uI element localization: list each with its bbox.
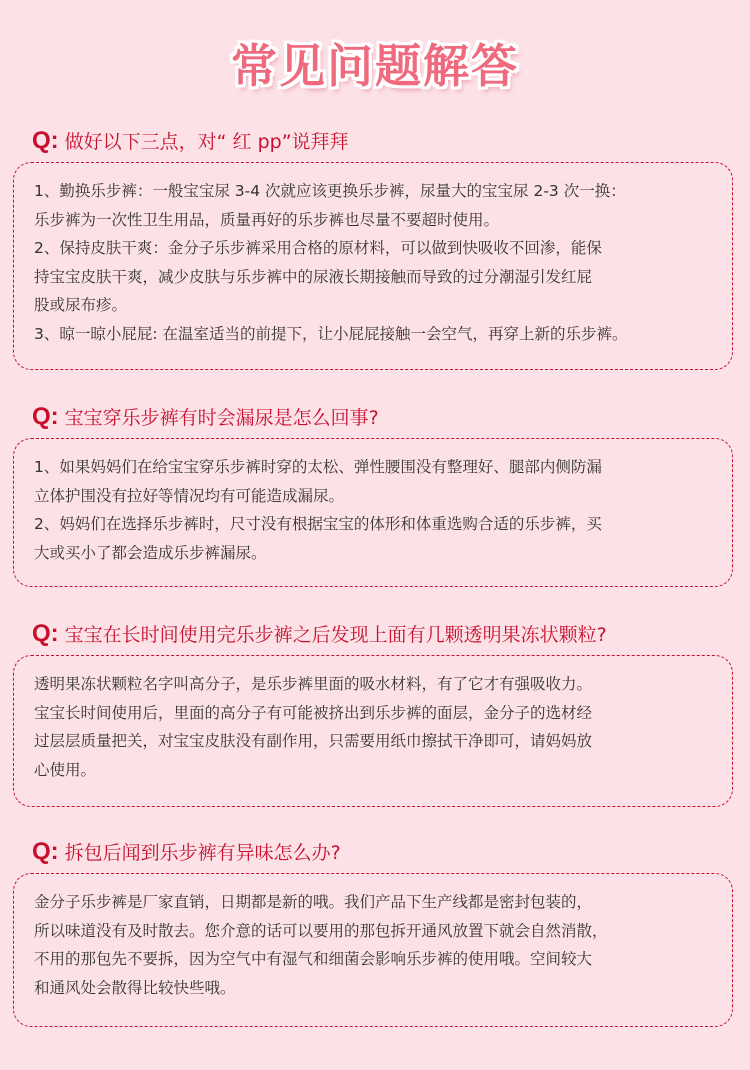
faq-answer-box <box>13 655 733 807</box>
answer-line: 持宝宝皮肤干爽，减少皮肤与乐步裤中的尿液长期接触而导致的过分潮湿引发红屁 <box>34 267 593 286</box>
faq-answer-box <box>13 438 733 587</box>
faq-question <box>32 124 349 158</box>
faq-question-text: 拆包后闻到乐步裤有异味怎么办? <box>64 842 341 864</box>
answer-line: 心使用。 <box>34 760 97 779</box>
answer-line: 过层层质量把关，对宝宝皮肤没有副作用，只需要用纸巾擦拭干净即可，请妈妈放 <box>34 732 593 750</box>
answer-line: 所以味道没有及时散去。您介意的话可以要用的那包拆开通风放置下就会自然消散， <box>34 921 608 940</box>
answer-line: 立体护围没有拉好等情况均有可能造成漏尿。 <box>34 486 345 505</box>
answer-line: 不用的那包先不要拆，因为空气中有湿气和细菌会影响乐步裤的使用哦。空间较大 <box>34 950 593 968</box>
answer-line: 股或尿布疹。 <box>34 296 128 314</box>
faq-question-text: 宝宝穿乐步裤有时会漏尿是怎么回事? <box>64 407 379 429</box>
answer-line: 2、妈妈们在选择乐步裤时，尺寸没有根据宝宝的体形和体重选购合适的乐步裤，买 <box>34 515 602 533</box>
answer-line: 3、晾一晾小屁屁: 在温室适当的前提下，让小屁屁接触一会空气，再穿上新的乐步裤。 <box>34 324 628 343</box>
faq-answer-box <box>13 162 733 370</box>
faq-question-text: 做好以下三点，对“ 红 pp”说拜拜 <box>64 131 349 153</box>
q-mark: Q: <box>32 620 59 647</box>
q-mark: Q: <box>32 403 59 430</box>
q-mark: Q: <box>32 838 59 865</box>
faq-question-text: 宝宝在长时间使用完乐步裤之后发现上面有几颗透明果冻状颗粒? <box>64 624 607 646</box>
faq-question <box>32 835 341 869</box>
answer-line: 大或买小了都会造成乐步裤漏尿。 <box>34 543 267 562</box>
faq-answer-box <box>13 873 733 1027</box>
answer-line: 1、勤换乐步裤：一般宝宝尿 3-4 次就应该更换乐步裤，尿量大的宝宝尿 2-3 次一换： <box>34 182 626 200</box>
faq-question <box>32 400 379 434</box>
faq-question <box>32 617 607 651</box>
answer-line: 1、如果妈妈们在给宝宝穿乐步裤时穿的太松、弹性腰围没有整理好、腿部内侧防漏 <box>34 458 602 476</box>
answer-line: 乐步裤为一次性卫生用品，质量再好的乐步裤也尽量不要超时使用。 <box>34 210 500 229</box>
answer-line: 金分子乐步裤是厂家直销，日期都是新的哦。我们产品下生产线都是密封包装的， <box>34 893 593 911</box>
page-title: 常见问题解答 <box>231 39 519 93</box>
answer-line: 宝宝长时间使用后，里面的高分子有可能被挤出到乐步裤的面层，金分子的选材经 <box>34 703 593 722</box>
answer-line: 透明果冻状颗粒名字叫高分子，是乐步裤里面的吸水材料，有了它才有强吸收力。 <box>34 675 593 693</box>
q-mark: Q: <box>32 127 59 154</box>
answer-line: 2、保持皮肤干爽：金分子乐步裤采用合格的原材料，可以做到快吸收不回渗，能保 <box>34 239 602 257</box>
answer-line: 和通风处会散得比较快些哦。 <box>34 978 236 997</box>
